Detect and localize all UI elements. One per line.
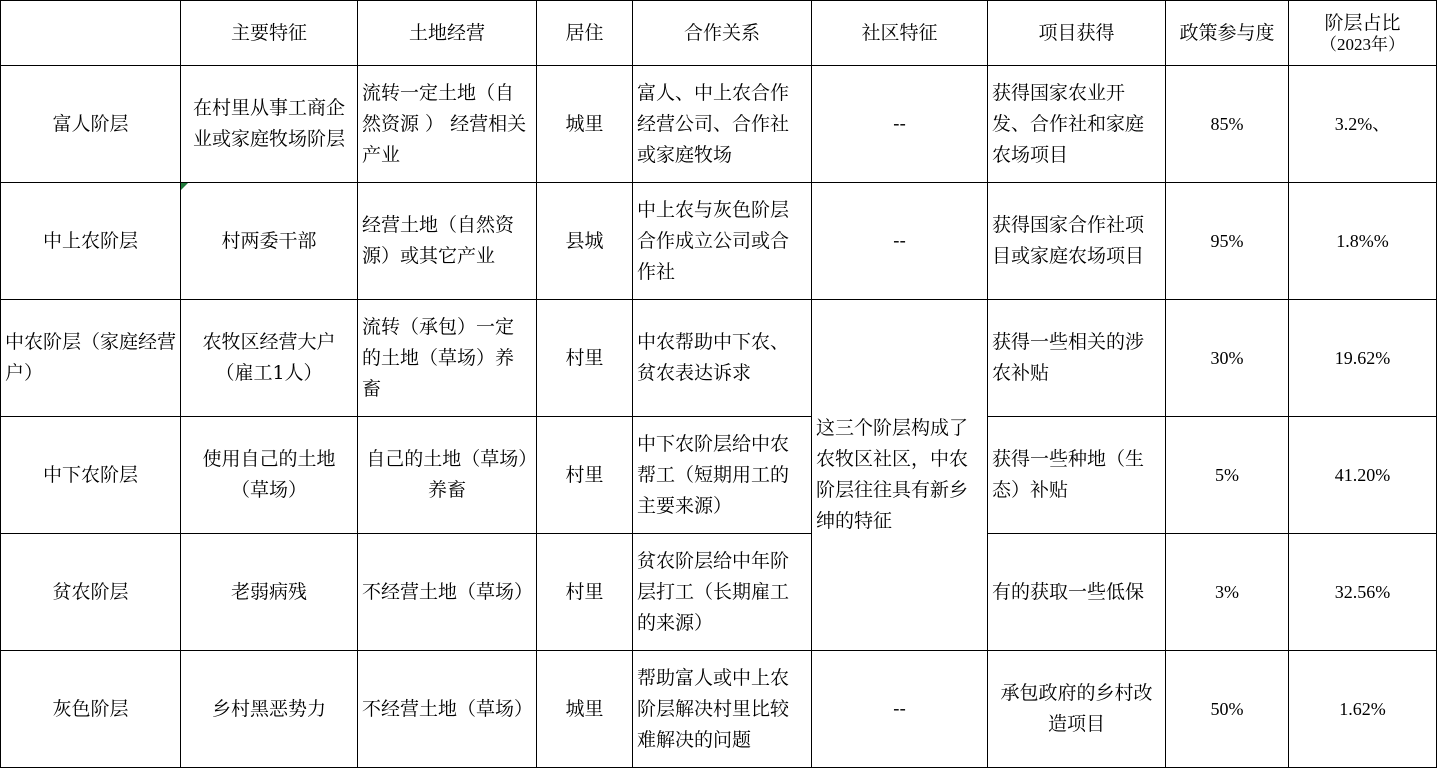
table-row bbox=[1, 66, 1437, 183]
cell-class-name: 贫农阶层 bbox=[1, 534, 181, 651]
cell-projects: 有的获取一些低保 bbox=[988, 534, 1166, 651]
cell-projects: 获得一些相关的涉农补贴 bbox=[988, 300, 1166, 417]
cell-share: 1.8%% bbox=[1289, 183, 1437, 300]
comment-marker-icon bbox=[181, 183, 188, 190]
cell-projects: 获得国家农业开发、合作社和家庭农场项目 bbox=[988, 66, 1166, 183]
cell-policy: 5% bbox=[1166, 417, 1289, 534]
cell-land: 自己的土地（草场）养畜 bbox=[358, 417, 537, 534]
cell-land: 不经营土地（草场） bbox=[358, 534, 537, 651]
cell-cooperation: 中农帮助中下农、贫农表达诉求 bbox=[633, 300, 812, 417]
cell-share: 3.2%、 bbox=[1289, 66, 1437, 183]
cell-residence: 村里 bbox=[537, 417, 633, 534]
cell-land: 流转（承包）一定的土地（草场）养畜 bbox=[358, 300, 537, 417]
cell-share: 41.20% bbox=[1289, 417, 1437, 534]
table-row bbox=[1, 183, 1437, 300]
cell-community: -- bbox=[812, 651, 988, 768]
header-features: 主要特征 bbox=[181, 1, 358, 66]
cell-class-name: 灰色阶层 bbox=[1, 651, 181, 768]
table-row bbox=[1, 300, 1437, 417]
cell-projects: 承包政府的乡村改造项目 bbox=[988, 651, 1166, 768]
header-share-main: 阶层占比 bbox=[1324, 12, 1401, 34]
cell-share: 1.62% bbox=[1289, 651, 1437, 768]
cell-residence: 村里 bbox=[537, 300, 633, 417]
cell-policy: 30% bbox=[1166, 300, 1289, 417]
cell-cooperation: 贫农阶层给中年阶层打工（长期雇工的来源） bbox=[633, 534, 812, 651]
cell-cooperation: 帮助富人或中上农阶层解决村里比较难解决的问题 bbox=[633, 651, 812, 768]
cell-policy: 95% bbox=[1166, 183, 1289, 300]
cell-features: 农牧区经营大户（雇工1人） bbox=[181, 300, 358, 417]
cell-residence: 城里 bbox=[537, 651, 633, 768]
cell-features bbox=[181, 183, 358, 300]
cell-residence: 县城 bbox=[537, 183, 633, 300]
cell-features: 在村里从事工商企业或家庭牧场阶层 bbox=[181, 66, 358, 183]
header-share-year: （2023年） bbox=[1320, 35, 1405, 54]
cell-community-merged: 这三个阶层构成了农牧区社区，中农阶层往往具有新乡绅的特征 bbox=[812, 300, 988, 651]
cell-cooperation: 富人、中上农合作经营公司、合作社或家庭牧场 bbox=[633, 66, 812, 183]
cell-class-name: 中农阶层（家庭经营户） bbox=[1, 300, 181, 417]
cell-community: -- bbox=[812, 183, 988, 300]
table-row bbox=[1, 534, 1437, 651]
cell-features: 乡村黑恶势力 bbox=[181, 651, 358, 768]
header-corner bbox=[1, 1, 181, 66]
cell-share: 32.56% bbox=[1289, 534, 1437, 651]
cell-land: 经营土地（自然资源）或其它产业 bbox=[358, 183, 537, 300]
header-row bbox=[1, 1, 1437, 66]
cell-policy: 3% bbox=[1166, 534, 1289, 651]
cell-cooperation: 中下农阶层给中农帮工（短期用工的主要来源） bbox=[633, 417, 812, 534]
cell-features: 使用自己的土地（草场） bbox=[181, 417, 358, 534]
header-policy: 政策参与度 bbox=[1166, 1, 1289, 66]
cell-residence: 城里 bbox=[537, 66, 633, 183]
cell-features: 老弱病残 bbox=[181, 534, 358, 651]
header-share bbox=[1289, 1, 1437, 66]
cell-class-name: 富人阶层 bbox=[1, 66, 181, 183]
cell-community: -- bbox=[812, 66, 988, 183]
cell-policy: 50% bbox=[1166, 651, 1289, 768]
cell-residence: 村里 bbox=[537, 534, 633, 651]
cell-class-name: 中下农阶层 bbox=[1, 417, 181, 534]
cell-policy: 85% bbox=[1166, 66, 1289, 183]
cell-class-name: 中上农阶层 bbox=[1, 183, 181, 300]
cell-projects: 获得一些种地（生态）补贴 bbox=[988, 417, 1166, 534]
cell-projects: 获得国家合作社项目或家庭农场项目 bbox=[988, 183, 1166, 300]
cell-land: 流转一定土地（自然资源 ） 经营相关产业 bbox=[358, 66, 537, 183]
header-community: 社区特征 bbox=[812, 1, 988, 66]
table-row bbox=[1, 651, 1437, 768]
table-row bbox=[1, 417, 1437, 534]
cell-share: 19.62% bbox=[1289, 300, 1437, 417]
header-projects: 项目获得 bbox=[988, 1, 1166, 66]
cell-cooperation: 中上农与灰色阶层合作成立公司或合作社 bbox=[633, 183, 812, 300]
header-cooperation: 合作关系 bbox=[633, 1, 812, 66]
cell-features-text: 村两委干部 bbox=[221, 229, 317, 252]
header-residence: 居住 bbox=[537, 1, 633, 66]
cell-land: 不经营土地（草场） bbox=[358, 651, 537, 768]
header-land: 土地经营 bbox=[358, 1, 537, 66]
